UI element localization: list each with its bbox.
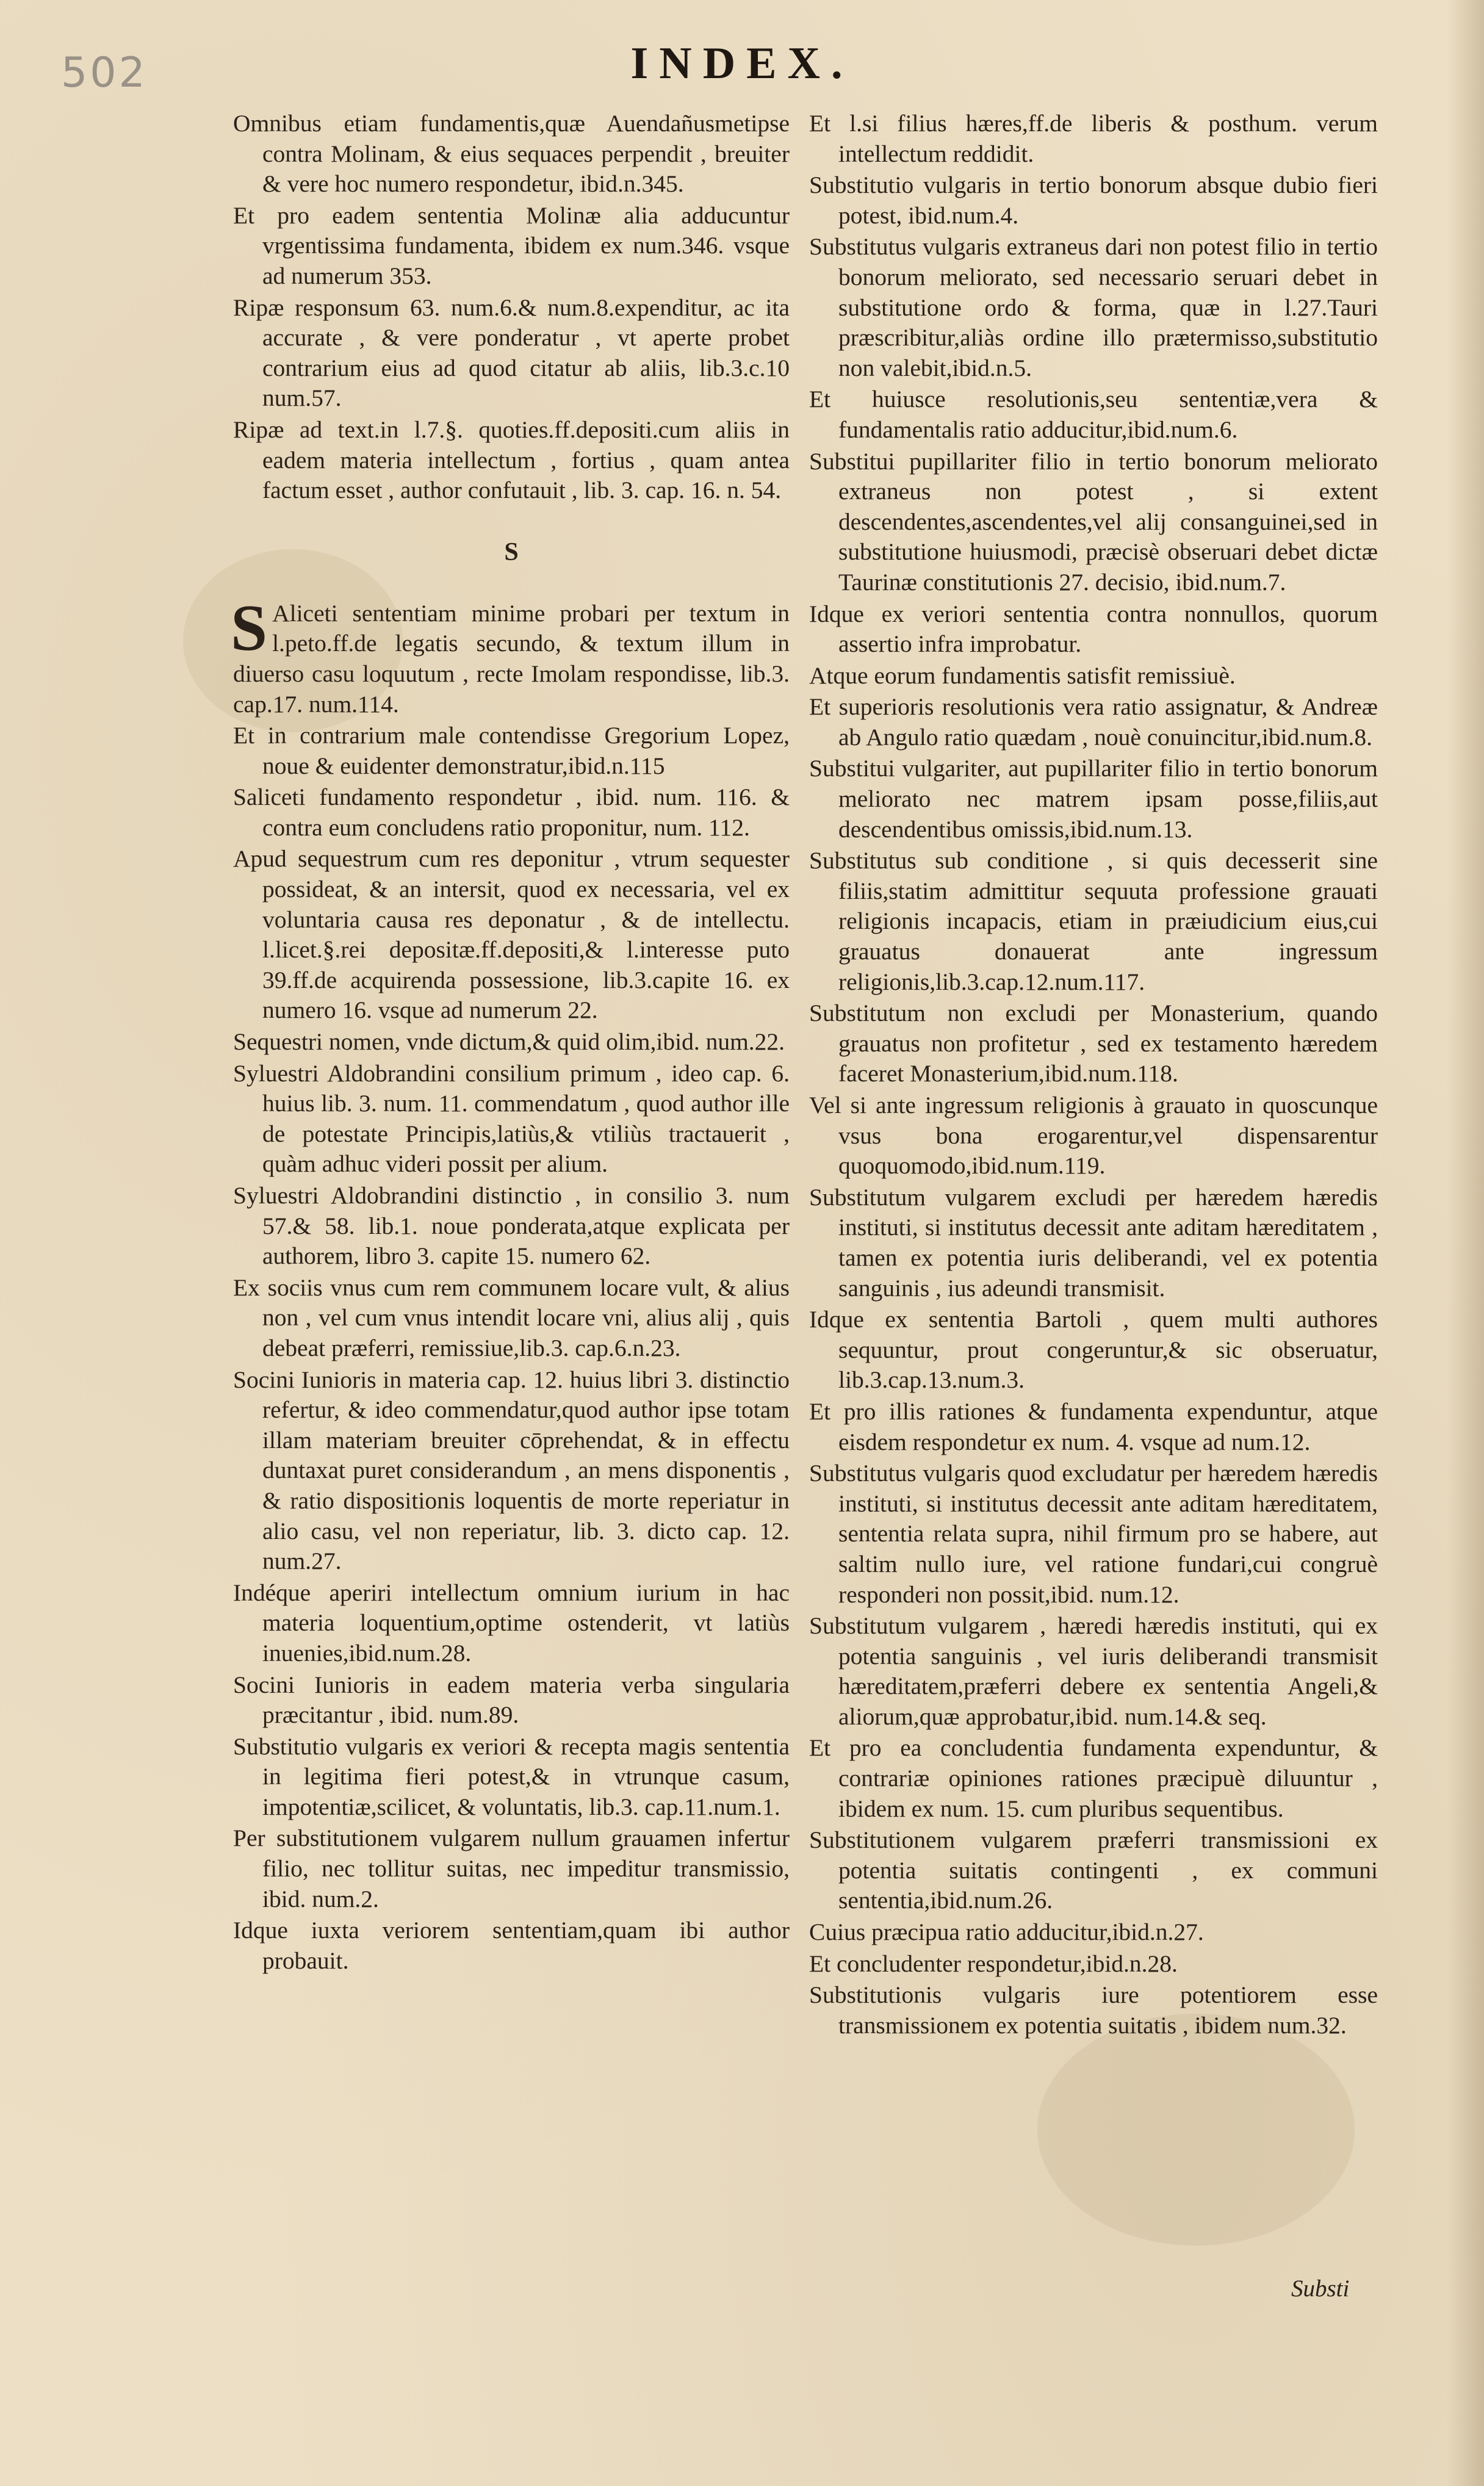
section-letter: S: [504, 538, 519, 566]
index-entry: Syluestri Aldobrandini consilium primum , ideo cap. 6. huius lib. 3. num. 11. commendatum , quod author ille de potestate Principis,latiùs,& vtiliùs tractauerit , quàm adhuc videri possit per alium.: [233, 1059, 790, 1178]
index-entry: Substitutio vulgaris ex veriori & recepta magis sententia in legitima fieri potest,& in vtrunque casum, impotentiæ,scilicet, & voluntatis, lib.3. cap.11.num.1.: [233, 1732, 790, 1820]
index-entry: Per substitutionem vulgarem nullum grauamen infertur filio, nec tollitur suitas, nec impeditur transmissio, ibid. num.2.: [233, 1825, 790, 1912]
index-entry: Vel si ante ingressum religionis à grauato in quoscunque vsus bona erogarentur,vel dispensarentur quoquomodo,ibid.num.119.: [809, 1092, 1378, 1180]
index-entry: Substitui vulgariter, aut pupillariter filio in tertio bonorum meliorato nec matrem ipsam posse,filiis,aut descendentibus omissis,ibid.num.13.: [809, 755, 1378, 843]
index-entry: Substitutionis vulgaris iure potentiorem esse transmissionem ex potentia suitatis , ibidem num.32.: [809, 1981, 1378, 2039]
paper-stain: [1037, 2014, 1355, 2246]
index-entry: Ripæ ad text.in l.7.§. quoties.ff.depositi.cum aliis in eadem materia intellectum , fortius , quam antea factum esset , author confutauit , lib. 3. cap. 16. n. 54.: [233, 416, 790, 504]
index-entry: Substitutio vulgaris in tertio bonorum absque dubio fieri potest, ibid.num.4.: [809, 171, 1378, 229]
index-entry: Et pro eadem sententia Molinæ alia adducuntur vrgentissima fundamenta, ibidem ex num.346. vsque ad numerum 353.: [233, 201, 790, 289]
right-entries: [809, 109, 1378, 2041]
index-entry: Substitutus sub conditione , si quis decesserit sine filiis,statim admittitur sequuta professione grauati religionis incapacis, etiam in præiudicium eius,cui grauatus donauerat ante ingressum religionis,lib.3.cap.12.num.117.: [809, 847, 1378, 995]
index-entry: Ex sociis vnus cum rem communem locare vult, & alius non , vel cum vnus intendit locare vni, alius alij , quis debeat præferri, remissiue,lib.3. cap.6.n.23.: [233, 1274, 790, 1361]
index-entry: Et concludenter respondetur,ibid.n.28.: [809, 1950, 1178, 1977]
index-entry: Idque ex veriori sententia contra nonnullos, quorum assertio infra improbatur.: [809, 600, 1378, 658]
index-entry: Sequestri nomen, vnde dictum,& quid olim,ibid. num.22.: [233, 1028, 785, 1056]
index-entry: Et l.si filius hæres,ff.de liberis & posthum. verum intellectum reddidit.: [809, 110, 1378, 167]
left-entries-after-letter: [233, 721, 790, 1976]
index-entry: Et pro ea concludentia fundamenta expenduntur, & contrariæ opiniones rationes præcipuè diluuntur , ibidem ex num. 15. cum pluribus sequentibus.: [809, 1734, 1378, 1822]
pencil-page-number: 502: [61, 49, 148, 97]
index-entry: Substitutionem vulgarem præferri transmissioni ex potentia suitatis contingenti , ex communi sententia,ibid.num.26.: [809, 1826, 1378, 1914]
index-entry: Saliceti fundamento respondetur , ibid. num. 116. & contra eum concludens ratio proponitur, num. 112.: [233, 784, 790, 841]
page-title: INDEX.: [630, 38, 854, 88]
left-column: [233, 109, 790, 1977]
index-entry: Ripæ responsum 63. num.6.& num.8.expenditur, ac ita accurate , & vere ponderatur , vt aperte probet contrarium eius ad quod citatur ab aliis, lib.3.c.10 num.57.: [233, 294, 790, 412]
index-entry: Substitutum vulgarem excludi per hæredem hæredis instituti, si institutus decessit ante aditam hæreditatem , tamen ex potentia iuris deliberandi, vel ex potentia sanguinis , ius adeundi transmisit.: [809, 1183, 1378, 1302]
index-entry: Socini Iunioris in materia cap. 12. huius libri 3. distinctio refertur, & ideo commendatur,quod author ipse totam illam materiam breuiter cōprehendat, & in effectu duntaxat puret considerandum , an mens disponentis , & ratio dispositionis loquentis de morte reperiatur in alio casu, vel non reperiatur, lib. 3. dicto cap. 12. num.27.: [233, 1366, 790, 1575]
index-entry: Substitutus vulgaris extraneus dari non potest filio in tertio bonorum meliorato, sed necessario seruari debet in substitutione ordo & forma, quæ in l.27.Tauri præscribitur,aliàs ordine illo prætermisso,substitutio non valebit,ibid.n.5.: [809, 233, 1378, 381]
index-entry: Idque ex sententia Bartoli , quem multi authores sequuntur, prout congeruntur,& sic obseruatur, lib.3.cap.13.num.3.: [809, 1306, 1378, 1394]
index-entry: Idque iuxta veriorem sententiam,quam ibi author probauit.: [233, 1917, 790, 1974]
index-entry: Socini Iunioris in eadem materia verba singularia præcitantur , ibid. num.89.: [233, 1671, 790, 1729]
index-entry: Substitutum non excludi per Monasterium, quando grauatus non profitetur , sed ex testamento hæredem faceret Monasterium,ibid.num.118.: [809, 1000, 1378, 1087]
index-entry: Cuius præcipua ratio adducitur,ibid.n.27.: [809, 1919, 1204, 1946]
index-entry: Et in contrarium male contendisse Gregorium Lopez, noue & euidenter demonstratur,ibid.n.115: [233, 722, 790, 779]
index-entry: Substitui pupillariter filio in tertio bonorum meliorato extraneus non potest , si extent descendentes,ascendentes,vel alij consanguinei,sed in substitutione huiusmodi, præcisè obseruari debet dictæ Taurinæ constitutionis 27. decisio, ibid.num.7.: [809, 447, 1378, 596]
page-edge-shadow: [1447, 0, 1484, 2486]
index-entry-text: Aliceti sententiam minime probari per textum in l.peto.ff.de legatis secundo, & textum illum in diuerso casu loquutum , recte Imolam respondisse, lib.3. cap.17. num.114.: [233, 599, 790, 718]
left-entries-before-letter: [233, 109, 790, 506]
index-entry: Syluestri Aldobrandini distinctio , in consilio 3. num 57.& 58. lib.1. noue ponderata,atque explicata per authorem, libro 3. capite 15. numero 62.: [233, 1182, 790, 1270]
right-column: [809, 109, 1378, 2042]
drop-cap: S: [231, 591, 268, 665]
index-entry: Omnibus etiam fundamentis,quæ Auendañusmetipse contra Molinam, & eius sequaces perpendit , breuiter & vere hoc numero respondetur, ibid.n.345.: [233, 110, 790, 198]
index-entry: Et huiusce resolutionis,seu sententiæ,vera & fundamentalis ratio adducitur,ibid.num.6.: [809, 386, 1378, 443]
index-entry-first-s: [231, 591, 790, 719]
index-entry: Et superioris resolutionis vera ratio assignatur, & Andreæ ab Angulo ratio quædam , nouè conuincitur,ibid.num.8.: [809, 693, 1378, 751]
index-entry: Substitutus vulgaris quod excludatur per hæredem hæredis instituti, si institutus decessit ante aditam hæreditatem, sententia relata supra, nihil firmum pro se habere, aut saltim nullo iure, vel ratione fundari,cui congruè responderi non possit,ibid. num.12.: [809, 1460, 1378, 1608]
index-entry: Substitutum vulgarem , hæredi hæredis instituti, qui ex potentia sanguinis , vel iuris deliberandi transmisit hæreditatem,præferri debere ex sententia Angeli,& aliorum,quæ approbatur,ibid. num.14.& seq.: [809, 1612, 1378, 1730]
catchword: Substi: [1291, 2275, 1350, 2302]
index-entry: Indéque aperiri intellectum omnium iurium in hac materia loquentium,optime ostenderit, vt latiùs inuenies,ibid.num.28.: [233, 1579, 790, 1666]
index-entry: Apud sequestrum cum res deponitur , vtrum sequester possideat, & an intersit, quod ex necessaria, vel ex voluntaria causa res deponatur , & de intellectu. l.licet.§.rei depositæ.ff.depositi,& l.interesse puto 39.ff.de acquirenda possessione, lib.3.capite 16. ex numero 16. vsque ad numerum 22.: [233, 845, 790, 1024]
index-entry: Atque eorum fundamentis satisfit remissiuè.: [809, 661, 1236, 689]
index-entry: Et pro illis rationes & fundamenta expenduntur, atque eisdem respondetur ex num. 4. vsque ad num.12.: [809, 1397, 1378, 1455]
